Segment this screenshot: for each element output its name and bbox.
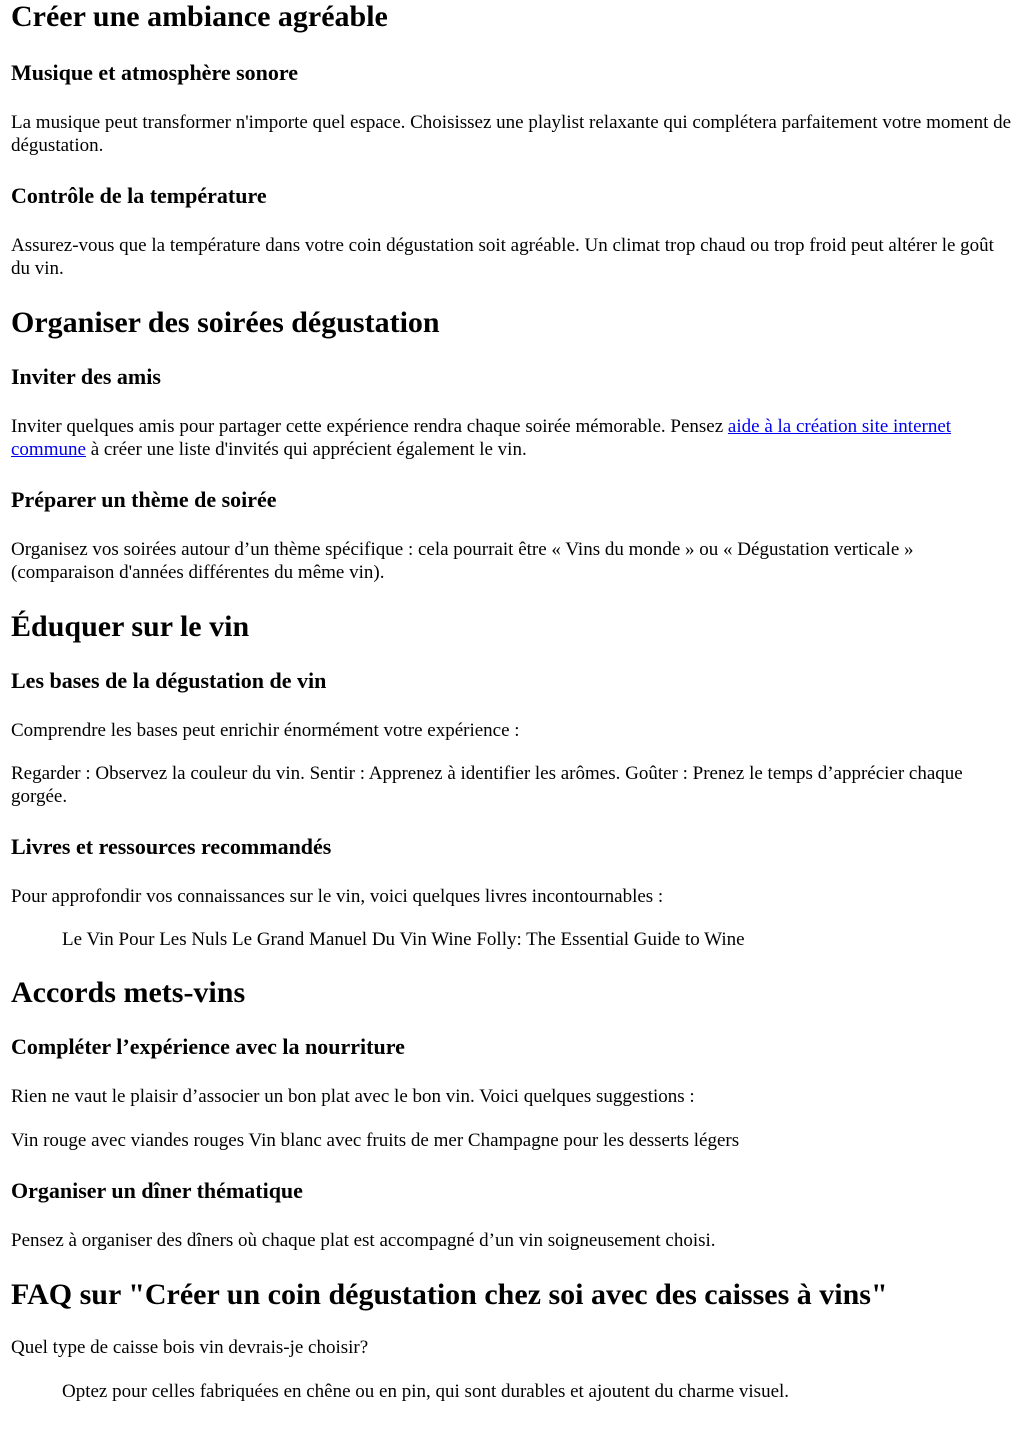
faq-answer: Optez pour celles fabriquées en chêne ou en pin, qui sont durables et ajoutent du charme visuel. (62, 1381, 790, 1402)
subsection-heading: Organiser un dîner thématique (11, 1178, 303, 1203)
paragraph: Comprendre les bases peut enrichir énormément votre expérience : (11, 720, 520, 741)
subsection-heading: Contrôle de la température (11, 183, 267, 208)
paragraph-text: à créer une liste d'invités qui apprécient également le vin. (85, 439, 527, 460)
paragraph: Pour approfondir vos connaissances sur le vin, voici quelques livres incontournables : (11, 886, 664, 907)
subsection-heading: Les bases de la dégustation de vin (11, 668, 327, 693)
section-heading: Organiser des soirées dégustation (11, 306, 440, 339)
paragraph: Vin rouge avec viandes rouges Vin blanc avec fruits de mer Champagne pour les desserts légers (11, 1130, 740, 1151)
inline-link[interactable]: aide à la création site internet commune (11, 416, 952, 460)
section-heading: FAQ sur "Créer un coin dégustation chez soi avec des caisses à vins" (11, 1278, 888, 1311)
section-heading: Accords mets-vins (11, 976, 246, 1009)
paragraph (11, 415, 1013, 461)
subsection-heading: Compléter l’expérience avec la nourriture (11, 1034, 405, 1059)
section-heading: Éduquer sur le vin (11, 610, 250, 643)
paragraph-text: Inviter quelques amis pour partager cette expérience rendra chaque soirée mémorable. Pensez (11, 416, 728, 437)
section-heading: Créer une ambiance agréable (11, 0, 388, 33)
paragraph: Assurez-vous que la température dans votre coin dégustation soit agréable. Un climat trop chaud ou trop froid peut altérer le goût du vin. (11, 235, 994, 279)
paragraph: La musique peut transformer n'importe quel espace. Choisissez une playlist relaxante qui complétera parfaitement votre moment de dégustation. (11, 112, 1012, 156)
book-list: Le Vin Pour Les Nuls Le Grand Manuel Du Vin Wine Folly: The Essential Guide to Wine (62, 929, 745, 950)
subsection-heading: Préparer un thème de soirée (11, 487, 277, 512)
subsection-heading: Inviter des amis (11, 364, 161, 389)
subsection-heading: Musique et atmosphère sonore (11, 60, 299, 85)
paragraph: Pensez à organiser des dîners où chaque plat est accompagné d’un vin soigneusement choisi. (11, 1230, 716, 1251)
paragraph: Regarder : Observez la couleur du vin. Sentir : Apprenez à identifier les arômes. Goûter : Prenez le temps d’apprécier chaque gorgée. (11, 763, 963, 807)
paragraph: Organisez vos soirées autour d’un thème spécifique : cela pourrait être « Vins du monde » ou « Dégustation verticale » (comparaison d'années différentes du même vin). (11, 539, 914, 583)
faq-question: Quel type de caisse bois vin devrais-je choisir? (11, 1337, 369, 1358)
paragraph: Rien ne vaut le plaisir d’associer un bon plat avec le bon vin. Voici quelques suggestions : (11, 1086, 695, 1107)
subsection-heading: Livres et ressources recommandés (11, 834, 332, 859)
